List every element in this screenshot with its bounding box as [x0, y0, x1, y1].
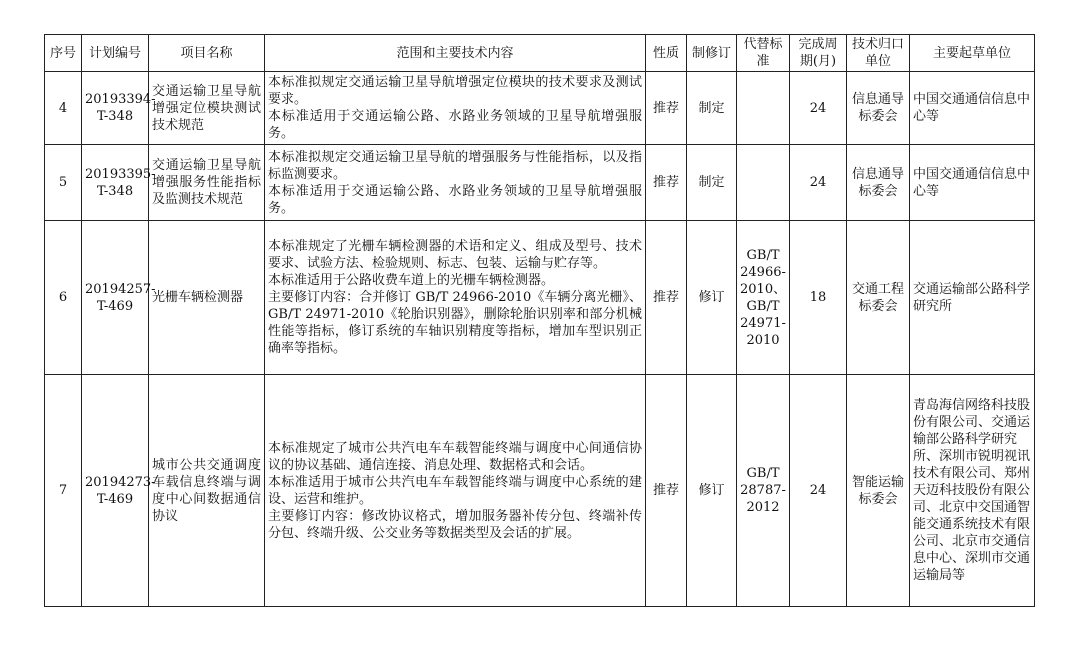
cell-nature: 推荐 — [646, 72, 687, 145]
header-name: 项目名称 — [149, 35, 265, 72]
cell-seq: 6 — [45, 221, 82, 375]
cell-name: 城市公共交通调度车载信息终端与调度中心间数据通信协议 — [149, 375, 265, 607]
cell-seq: 7 — [45, 375, 82, 607]
header-period: 完成周期(月) — [790, 35, 847, 72]
table-row — [45, 145, 1035, 221]
cell-scope — [265, 72, 646, 145]
scope-paragraph: 本标准规定了光栅车辆检测器的术语和定义、组成及型号、技术要求、试验方法、检验规则、标志、包装、运输与贮存等。 — [268, 239, 642, 271]
header-nature: 性质 — [646, 35, 687, 72]
cell-plan-no: 20193395-T-348 — [82, 145, 149, 221]
cell-plan-no: 20194257-T-469 — [82, 221, 149, 375]
cell-replace — [737, 72, 790, 145]
standards-table — [44, 34, 1035, 607]
cell-nature: 推荐 — [646, 375, 687, 607]
cell-committee: 信息通导标委会 — [847, 72, 910, 145]
cell-committee: 智能运输标委会 — [847, 375, 910, 607]
cell-period: 18 — [790, 221, 847, 375]
scope-paragraph: 主要修订内容：合并修订 GB/T 24966-2010《车辆分离光栅》、GB/T 24971-2010《轮胎识别器》，删除轮胎识别率和部分机械性能等指标，修订系统的车轴识别精度等指标，增加车型识别正确率等指标。 — [268, 290, 642, 356]
cell-name: 交通运输卫星导航增强服务性能指标及监测技术规范 — [149, 145, 265, 221]
cell-type: 修订 — [687, 375, 737, 607]
cell-name: 光栅车辆检测器 — [149, 221, 265, 375]
cell-replace: GB/T 28787-2012 — [737, 375, 790, 607]
scope-paragraph: 本标准适用于公路收费车道上的光栅车辆检测器。 — [268, 273, 555, 288]
cell-seq: 5 — [45, 145, 82, 221]
cell-plan-no: 20193394-T-348 — [82, 72, 149, 145]
cell-committee: 交通工程标委会 — [847, 221, 910, 375]
cell-type: 制定 — [687, 145, 737, 221]
header-scope: 范围和主要技术内容 — [265, 35, 646, 72]
cell-drafter: 青岛海信网络科技股份有限公司、交通运输部公路科学研究所、深圳市锐明视讯技术有限公司、郑州天迈科技股份有限公司、北京中交国通智能交通系统技术有限公司、北京市交通信息中心、深圳市交通运输局等 — [910, 375, 1035, 607]
cell-drafter: 中国交通通信信息中心等 — [910, 145, 1035, 221]
header-replace: 代替标准 — [737, 35, 790, 72]
cell-plan-no: 20194273-T-469 — [82, 375, 149, 607]
cell-committee: 信息通导标委会 — [847, 145, 910, 221]
scope-paragraph: 本标准适用于交通运输公路、水路业务领域的卫星导航增强服务。 — [268, 183, 642, 216]
cell-replace — [737, 145, 790, 221]
scope-paragraph: 本标准拟规定交通运输卫星导航增强定位模块的技术要求及测试要求。 — [268, 75, 642, 107]
header-type: 制修订 — [687, 35, 737, 72]
cell-nature: 推荐 — [646, 145, 687, 221]
table-row — [45, 221, 1035, 375]
scope-paragraph: 主要修订内容：修改协议格式，增加服务器补传分包、终端补传分包、终端升级、公交业务等数据类型及会话的扩展。 — [268, 508, 642, 541]
cell-name: 交通运输卫星导航增强定位模块测试技术规范 — [149, 72, 265, 145]
cell-seq: 4 — [45, 72, 82, 145]
cell-type: 修订 — [687, 221, 737, 375]
cell-drafter: 交通运输部公路科学研究所 — [910, 221, 1035, 375]
table-row — [45, 72, 1035, 145]
cell-nature: 推荐 — [646, 221, 687, 375]
table-row — [45, 375, 1035, 607]
cell-type: 制定 — [687, 72, 737, 145]
cell-period: 24 — [790, 375, 847, 607]
cell-period: 24 — [790, 72, 847, 145]
scope-paragraph: 本标准适用于交通运输公路、水路业务领域的卫星导航增强服务。 — [268, 109, 642, 141]
cell-scope — [265, 375, 646, 607]
header-committee: 技术归口单位 — [847, 35, 910, 72]
header-drafter: 主要起草单位 — [910, 35, 1035, 72]
scope-paragraph: 本标准适用于城市公共汽电车车载智能终端与调度中心系统的建设、运营和维护。 — [268, 474, 642, 507]
cell-scope — [265, 221, 646, 375]
cell-period: 24 — [790, 145, 847, 221]
header-plan-no: 计划编号 — [82, 35, 149, 72]
cell-drafter: 中国交通通信信息中心等 — [910, 72, 1035, 145]
scope-paragraph: 本标准拟规定交通运输卫星导航的增强服务与性能指标，以及指标监测要求。 — [268, 149, 642, 182]
header-row — [45, 35, 1035, 72]
scope-paragraph: 本标准规定了城市公共汽电车车载智能终端与调度中心间通信协议的协议基础、通信连接、消息处理、数据格式和会话。 — [268, 440, 642, 473]
header-seq: 序号 — [45, 35, 82, 72]
cell-replace: GB/T 24966-2010、GB/T 24971-2010 — [737, 221, 790, 375]
cell-scope — [265, 145, 646, 221]
